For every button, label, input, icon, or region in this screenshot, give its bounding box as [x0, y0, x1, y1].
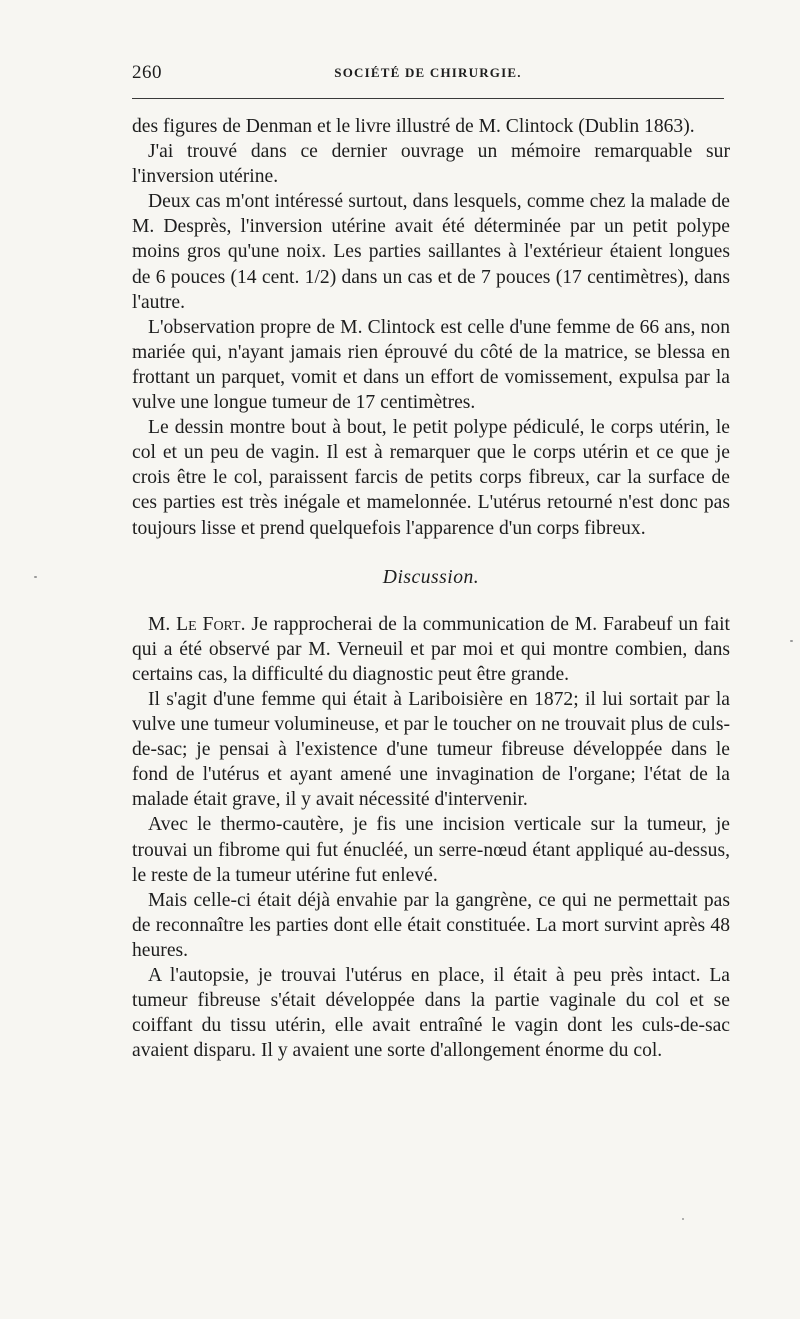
paper-speck	[682, 1218, 684, 1220]
paragraph: J'ai trouvé dans ce dernier ouvrage un mémoire remarquable sur l'inversion utérine.	[132, 141, 730, 188]
speaker-name: Le Fort	[176, 613, 241, 635]
paragraph: Avec le thermo-cautère, je fis une incision verticale sur la tumeur, je trouvai un fibrome qui fut énucléé, un serre-nœud étant appliqué au-dessus, le reste de la tumeur utérine fut enlevé.	[132, 814, 730, 886]
header-rule	[132, 98, 724, 99]
body-text	[132, 114, 730, 1063]
paragraph: Deux cas m'ont intéressé surtout, dans lesquels, comme chez la malade de M. Desprès, l'inversion utérine avait été déterminée par un petit polype moins gros qu'une noix. Les parties saillantes à l'extérieur étaient longues de 6 pouces (14 cent. 1/2) dans un cas et de 7 pouces (17 centimètres), dans l'autre.	[132, 191, 730, 313]
page-number: 260	[132, 62, 162, 83]
paragraph: Le dessin montre bout à bout, le petit polype pédiculé, le corps utérin, le col et un peu de vagin. Il est à remarquer que le corps utérin et ce que je crois être le col, paraissent farcis de petits corps fibreux, car la surface de ces parties est très inégale et mamelonnée. L'utérus retourné n'est donc pas toujours lisse et prend quelquefois l'apparence d'un corps fibreux.	[132, 417, 730, 539]
paragraph-continued: des figures de Denman et le livre illustré de M. Clintock (Dublin 1863).	[132, 116, 695, 137]
paragraph-speaker	[132, 612, 730, 687]
paragraph: Il s'agit d'une femme qui était à Lariboisière en 1872; il lui sortait par la vulve une tumeur volumineuse, et par le toucher on ne trouvait plus de culs-de-sac; je pensai à l'existence d'une tumeur fibreuse développée dans le fond de l'utérus et ayant amené une invagination de l'organe; l'état de la malade était grave, il y avait nécessité d'intervenir.	[132, 688, 730, 811]
paragraph: A l'autopsie, je trouvai l'utérus en place, il était à peu près intact. La tumeur fibreuse s'était développée dans la partie vaginale du col et se coiffant du tissu utérin, elle avait entraîné le vagin dont les culs-de-sac avaient disparu. Il y avaient une sorte d'allongement énorme du col.	[132, 965, 730, 1062]
section-title-discussion: Discussion.	[382, 566, 480, 588]
running-title: SOCIÉTÉ DE CHIRURGIE.	[334, 65, 522, 80]
paragraph: L'observation propre de M. Clintock est celle d'une femme de 66 ans, non mariée qui, n'ayant jamais rien éprouvé du côté de la matrice, se blessa en frottant un parquet, vomit et dans un effort de vomissement, expulsa par la vulve une longue tumeur de 17 centimètres.	[132, 316, 730, 414]
speaker-prefix: M.	[148, 613, 177, 635]
paper-speck	[790, 640, 793, 642]
speaker-text: . Je rapprocherai de la communication de M. Farabeuf un fait qui a été observé par M. Verneuil et par moi et qui montre combien, dans certains cas, la difficulté du diagnostic peut être grande.	[132, 613, 730, 685]
paper-speck	[34, 576, 37, 578]
paragraph: Mais celle-ci était déjà envahie par la gangrène, ce qui ne permettait pas de reconnaître les parties dont elle était constituée. La mort survint après 48 heures.	[132, 889, 730, 961]
running-head	[132, 62, 724, 86]
